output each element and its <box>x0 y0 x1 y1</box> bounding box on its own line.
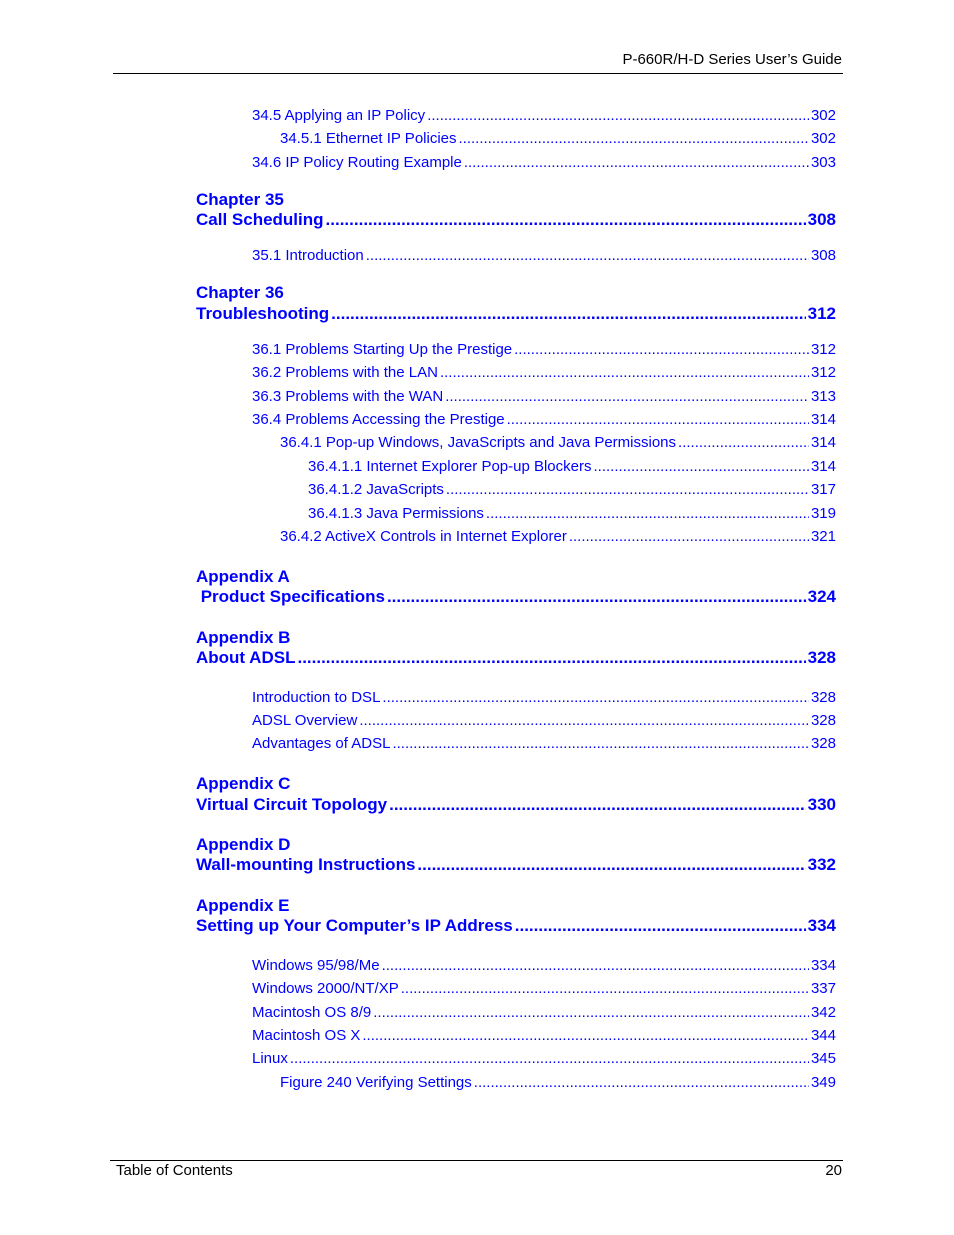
toc-entry-title: Windows 2000/NT/XP <box>252 980 399 997</box>
toc-entry-page: 344 <box>810 1027 836 1044</box>
toc-appendix-label[interactable]: Appendix E <box>196 896 290 915</box>
toc-entry[interactable] <box>252 957 836 974</box>
toc-entry-title: Linux <box>252 1050 288 1067</box>
toc-leader-dots <box>362 1027 809 1044</box>
toc-leader-dots <box>387 587 806 607</box>
toc-leader-dots <box>359 712 809 729</box>
toc-entry-title: About ADSL <box>196 648 296 667</box>
toc-chapter-label[interactable]: Chapter 36 <box>196 283 284 302</box>
toc-appendix-label[interactable]: Appendix B <box>196 628 291 647</box>
toc-entry[interactable] <box>252 107 836 124</box>
toc-leader-dots <box>594 458 809 475</box>
footer-section-title: Table of Contents <box>116 1162 233 1179</box>
toc-entry-title: 36.4.1.1 Internet Explorer Pop-up Blockers <box>308 458 592 475</box>
toc-entry[interactable] <box>252 364 836 381</box>
toc-entry-page: 330 <box>807 795 836 814</box>
toc-entry[interactable] <box>280 434 836 451</box>
toc-entry[interactable] <box>252 388 836 405</box>
toc-entry-page: 314 <box>810 458 836 475</box>
toc-entry[interactable] <box>308 481 836 498</box>
toc-leader-dots <box>290 1050 809 1067</box>
toc-entry[interactable] <box>252 1050 836 1067</box>
toc-entry-title: Troubleshooting <box>196 304 330 323</box>
toc-entry-page: 337 <box>810 980 836 997</box>
toc-appendix-entry[interactable] <box>196 587 836 607</box>
toc-entry-title: Windows 95/98/Me <box>252 957 380 974</box>
toc-entry-title: Macintosh OS 8/9 <box>252 1004 372 1021</box>
toc-entry[interactable] <box>252 689 836 706</box>
toc-leader-dots <box>445 388 809 405</box>
toc-entry-title: 36.2 Problems with the LAN <box>252 364 438 381</box>
toc-entry[interactable] <box>280 528 836 545</box>
toc-leader-dots <box>486 505 809 522</box>
toc-entry-page: 349 <box>810 1074 836 1091</box>
toc-leader-dots <box>373 1004 809 1021</box>
toc-leader-dots <box>382 957 809 974</box>
toc-entry[interactable] <box>252 712 836 729</box>
toc-entry-title: 34.6 IP Policy Routing Example <box>252 154 462 171</box>
toc-entry-page: 312 <box>807 304 836 323</box>
toc-leader-dots <box>366 247 809 264</box>
toc-entry-title: 34.5.1 Ethernet IP Policies <box>280 130 457 147</box>
toc-entry-title: Figure 240 Verifying Settings <box>280 1074 472 1091</box>
toc-leader-dots <box>514 341 809 358</box>
toc-entry-title: 36.4.2 ActiveX Controls in Internet Explorer <box>280 528 567 545</box>
toc-leader-dots <box>297 648 805 668</box>
toc-entry-page: 314 <box>810 411 836 428</box>
toc-appendix-entry[interactable] <box>196 916 836 936</box>
toc-entry-title: Introduction to DSL <box>252 689 381 706</box>
toc-entry[interactable] <box>252 1027 836 1044</box>
toc-entry-page: 312 <box>810 364 836 381</box>
toc-leader-dots <box>401 980 809 997</box>
toc-entry-page: 321 <box>810 528 836 545</box>
toc-entry[interactable] <box>252 154 836 171</box>
toc-leader-dots <box>440 364 809 381</box>
toc-entry[interactable] <box>252 411 836 428</box>
toc-entry[interactable] <box>252 1004 836 1021</box>
toc-appendix-entry[interactable] <box>196 648 836 668</box>
toc-entry-title: Product Specifications <box>196 587 385 606</box>
document-header-title: P-660R/H-D Series User’s Guide <box>622 51 842 68</box>
toc-entry[interactable] <box>308 505 836 522</box>
toc-entry-page: 334 <box>807 916 836 935</box>
toc-entry-title: 36.4.1.3 Java Permissions <box>308 505 484 522</box>
toc-entry[interactable] <box>280 130 836 147</box>
toc-entry-page: 308 <box>810 247 836 264</box>
toc-entry-title: 36.4.1.2 JavaScripts <box>308 481 444 498</box>
toc-entry-page: 317 <box>810 481 836 498</box>
toc-entry-page: 313 <box>810 388 836 405</box>
toc-leader-dots <box>331 304 805 324</box>
toc-entry-title: 36.3 Problems with the WAN <box>252 388 444 405</box>
toc-entry-page: 345 <box>810 1050 836 1067</box>
toc-appendix-entry[interactable] <box>196 795 836 815</box>
toc-leader-dots <box>678 434 809 451</box>
toc-leader-dots <box>326 210 806 230</box>
header-divider <box>113 73 843 74</box>
toc-entry-title: 36.4.1 Pop-up Windows, JavaScripts and Java Permissions <box>280 434 677 451</box>
toc-entry-page: 342 <box>810 1004 836 1021</box>
toc-entry-page: 324 <box>807 587 836 606</box>
toc-entry-page: 312 <box>810 341 836 358</box>
toc-entry[interactable] <box>308 458 836 475</box>
toc-entry[interactable] <box>280 1074 836 1091</box>
toc-entry-title: ADSL Overview <box>252 712 358 729</box>
toc-entry-page: 302 <box>810 107 836 124</box>
toc-entry-page: 332 <box>807 855 836 874</box>
toc-leader-dots <box>446 481 809 498</box>
toc-leader-dots <box>507 411 809 428</box>
toc-entry-title: Wall-mounting Instructions <box>196 855 416 874</box>
toc-appendix-label[interactable]: Appendix A <box>196 567 290 586</box>
toc-leader-dots <box>474 1074 809 1091</box>
toc-entry-page: 308 <box>807 210 836 229</box>
toc-appendix-label[interactable]: Appendix C <box>196 774 291 793</box>
toc-entry-page: 328 <box>810 735 836 752</box>
toc-leader-dots <box>459 130 809 147</box>
toc-leader-dots <box>515 916 806 936</box>
toc-entry[interactable] <box>252 247 836 264</box>
toc-leader-dots <box>427 107 809 124</box>
toc-entry-title: Call Scheduling <box>196 210 324 229</box>
toc-leader-dots <box>569 528 809 545</box>
toc-leader-dots <box>382 689 809 706</box>
toc-entry-title: Advantages of ADSL <box>252 735 391 752</box>
toc-entry-page: 328 <box>810 689 836 706</box>
toc-leader-dots <box>392 735 809 752</box>
toc-leader-dots <box>389 795 806 815</box>
toc-entry-page: 303 <box>810 154 836 171</box>
toc-entry-title: 36.4 Problems Accessing the Prestige <box>252 411 505 428</box>
toc-entry-page: 319 <box>810 505 836 522</box>
toc-entry-page: 314 <box>810 434 836 451</box>
toc-entry[interactable] <box>252 980 836 997</box>
toc-chapter-label[interactable]: Chapter 35 <box>196 190 284 209</box>
footer-page-number: 20 <box>825 1162 842 1179</box>
toc-entry-page: 328 <box>810 712 836 729</box>
toc-entry-page: 334 <box>810 957 836 974</box>
toc-entry-title: 35.1 Introduction <box>252 247 364 264</box>
toc-leader-dots <box>464 154 809 171</box>
toc-entry[interactable] <box>252 735 836 752</box>
toc-leader-dots <box>417 855 805 875</box>
toc-entry-title: Virtual Circuit Topology <box>196 795 388 814</box>
toc-appendix-label[interactable]: Appendix D <box>196 835 291 854</box>
toc-chapter-entry[interactable] <box>196 210 836 230</box>
toc-appendix-entry[interactable] <box>196 855 836 875</box>
toc-entry-title: 34.5 Applying an IP Policy <box>252 107 426 124</box>
toc-entry-page: 328 <box>807 648 836 667</box>
toc-chapter-entry[interactable] <box>196 304 836 324</box>
toc-entry-title: Macintosh OS X <box>252 1027 361 1044</box>
toc-entry-page: 302 <box>810 130 836 147</box>
toc-entry-title: Setting up Your Computer’s IP Address <box>196 916 513 935</box>
footer-divider <box>110 1160 843 1161</box>
toc-entry-title: 36.1 Problems Starting Up the Prestige <box>252 341 513 358</box>
toc-entry[interactable] <box>252 341 836 358</box>
